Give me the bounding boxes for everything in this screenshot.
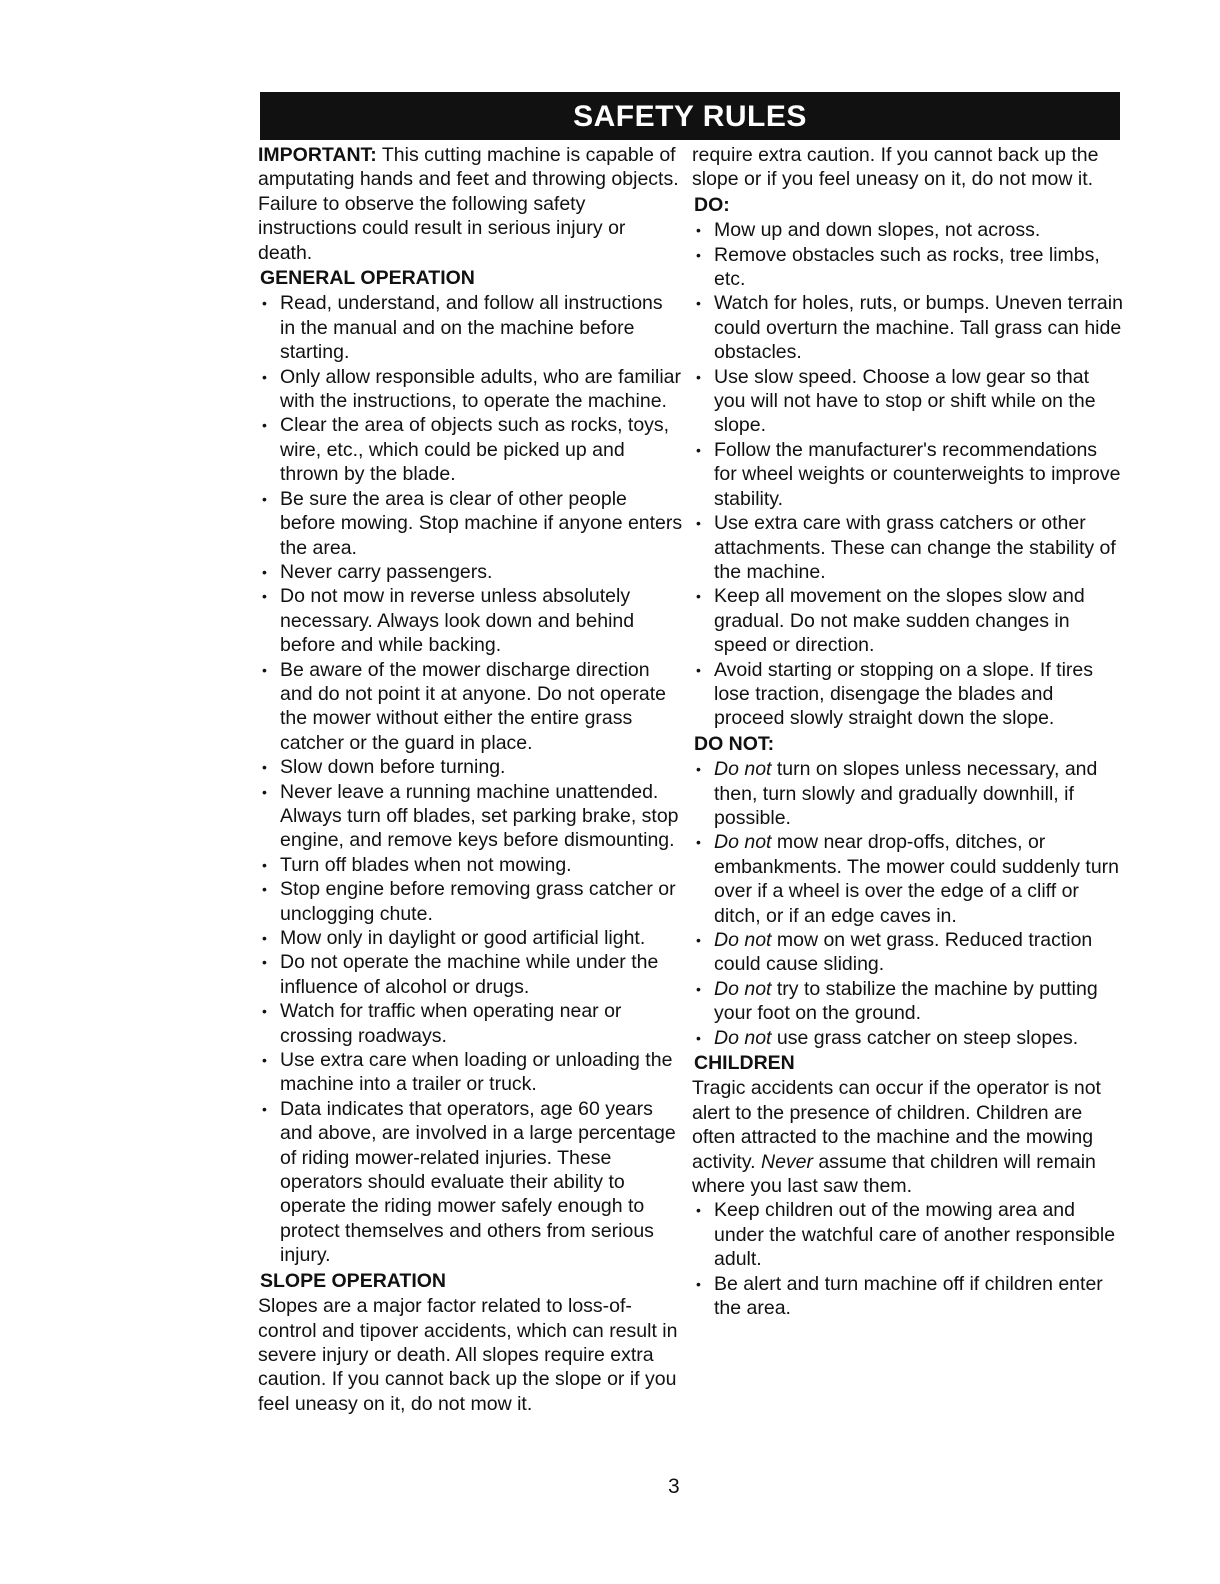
list-item: • Mow up and down slopes, not across. (696, 219, 1041, 242)
bullet-icon: • (262, 1003, 267, 1020)
list-item: • Never carry passengers. (262, 560, 493, 583)
bullet-icon: • (696, 1202, 701, 1219)
children-heading: CHILDREN (694, 1052, 795, 1075)
children-intro: Tragic accidents can occur if the operator is not alert to the presence of children. Children are often attracted to the machine and the mowing activity. Never assume that children will remain where you last saw them. (692, 1077, 1101, 1198)
list-item: • Remove obstacles such as rocks, tree limbs, etc. (696, 243, 1100, 291)
bullet-icon: • (262, 759, 267, 776)
bullet-icon: • (262, 930, 267, 946)
bullet-icon: • (696, 515, 701, 532)
list-item: • Do not operate the machine while under the influence of alcohol or drugs. (262, 951, 659, 998)
bullet-icon: • (262, 881, 267, 898)
list-item: • Stop engine before removing grass catcher or unclogging chute. (262, 878, 676, 925)
do-list (692, 218, 1124, 731)
list-item: • Mow only in daylight or good artificial light. (262, 927, 646, 949)
list-item: • Do not turn on slopes unless necessary, and then, turn slowly and gradually downhill, if possible. (696, 758, 1098, 829)
list-item: • Keep children out of the mowing area and under the watchful care of another responsible adult. (696, 1199, 1116, 1271)
list-item: • Read, understand, and follow all instructions in the manual and on the machine before starting. (262, 292, 663, 364)
left-column (258, 143, 683, 1415)
important-text: This cutting machine is capable of amputating hands and feet and throwing objects. Failure to observe the following safety instructions could result in serious injury or death. (258, 144, 679, 264)
bullet-icon: • (696, 761, 701, 778)
bullet-icon: • (262, 563, 267, 580)
list-item: • Keep all movement on the slopes slow and gradual. Do not make sudden changes in speed or direction. (696, 585, 1085, 657)
bullet-icon: • (262, 783, 267, 800)
list-item: • Do not mow near drop-offs, ditches, or embankments. The mower could suddenly turn over if a wheel is over the edge of a cliff or ditch, or if an edge caves in. (696, 831, 1120, 927)
bullet-icon: • (262, 417, 267, 434)
general-operation-list (258, 291, 683, 1267)
bullet-icon: • (696, 1029, 701, 1046)
list-item: • Follow the manufacturer's recommendations for wheel weights or counterweights to improve stability. (696, 438, 1121, 510)
list-item: • Use extra care with grass catchers or other attachments. These can change the stability of the machine. (696, 512, 1116, 583)
bullet-icon: • (262, 295, 267, 312)
bullet-icon: • (696, 932, 701, 948)
bullet-icon: • (696, 980, 701, 997)
general-operation-heading: GENERAL OPERATION (260, 267, 475, 290)
do-not-heading: DO NOT: (694, 732, 775, 755)
list-item: • Be sure the area is clear of other people before mowing. Stop machine if anyone enters the area. (262, 487, 683, 559)
bullet-icon: • (262, 1100, 267, 1117)
list-item: • Be aware of the mower discharge direction and do not point it at anyone. Do not operate the mower without either the entire grass catcher or the guard in place. (262, 658, 666, 754)
bullet-icon: • (262, 856, 267, 873)
slope-operation-continued: require extra caution. If you cannot back up the slope or if you feel uneasy on it, do not mow it. (692, 144, 1099, 191)
bullet-icon: • (262, 588, 267, 605)
list-item: • Never leave a running machine unattended. Always turn off blades, set parking brake, stop engine, and remove keys before dismounting. (262, 780, 679, 852)
list-item: • Watch for holes, ruts, or bumps. Uneven terrain could overturn the machine. Tall grass can hide obstacles. (696, 292, 1123, 364)
bullet-icon: • (696, 368, 701, 385)
list-item: • Do not mow on wet grass. Reduced traction could cause sliding. (696, 929, 1093, 976)
list-item: • Data indicates that operators, age 60 years and above, are involved in a large percentage of riding mower-related injuries. These operators should evaluate their ability to operate the riding mower safely enough to protect themselves and others from serious injury. (262, 1097, 676, 1267)
list-item: • Clear the area of objects such as rocks, toys, wire, etc., which could be picked up and thrown by the blade. (262, 414, 670, 486)
list-item: • Do not use grass catcher on steep slopes. (696, 1026, 1079, 1049)
bullet-icon: • (262, 954, 267, 971)
slope-operation-intro: Slopes are a major factor related to loss-of-control and tipover accidents, which can result in severe injury or death. All slopes require extra caution. If you cannot back up the slope or if you feel uneasy on it, do not mow it. (258, 1295, 678, 1415)
bullet-icon: • (696, 295, 701, 312)
bullet-icon: • (696, 246, 701, 263)
right-column (692, 143, 1124, 1321)
children-list (692, 1198, 1124, 1320)
do-heading: DO: (694, 193, 730, 216)
important-notice (258, 143, 683, 265)
list-item: • Use extra care when loading or unloading the machine into a trailer or truck. (262, 1049, 673, 1096)
slope-operation-heading: SLOPE OPERATION (260, 1269, 446, 1292)
list-item: • Watch for traffic when operating near or crossing roadways. (262, 1000, 622, 1047)
bullet-icon: • (262, 1052, 267, 1069)
list-item: • Use slow speed. Choose a low gear so that you will not have to stop or shift while on the slope. (696, 365, 1096, 437)
important-label: IMPORTANT: (258, 144, 377, 166)
bullet-icon: • (696, 834, 701, 851)
page-title-banner: SAFETY RULES (260, 92, 1120, 140)
bullet-icon: • (696, 441, 701, 458)
do-not-list (692, 757, 1124, 1050)
list-item: • Do not mow in reverse unless absolutely necessary. Always look down and behind before and while backing. (262, 585, 635, 657)
list-item: • Avoid starting or stopping on a slope. If tires lose traction, disengage the blades and proceed slowly straight down the slope. (696, 658, 1094, 730)
bullet-icon: • (696, 661, 701, 678)
list-item: • Be alert and turn machine off if children enter the area. (696, 1272, 1103, 1320)
bullet-icon: • (696, 588, 701, 605)
bullet-icon: • (262, 368, 267, 385)
bullet-icon: • (262, 490, 267, 507)
bullet-icon: • (262, 661, 267, 678)
page-number: 3 (668, 1475, 680, 1498)
list-item: • Do not try to stabilize the machine by putting your foot on the ground. (696, 977, 1098, 1025)
list-item: • Slow down before turning. (262, 756, 506, 779)
list-item: • Turn off blades when not mowing. (262, 853, 572, 876)
bullet-icon: • (696, 222, 701, 239)
bullet-icon: • (696, 1275, 701, 1292)
list-item: • Only allow responsible adults, who are familiar with the instructions, to operate the machine. (262, 365, 682, 413)
